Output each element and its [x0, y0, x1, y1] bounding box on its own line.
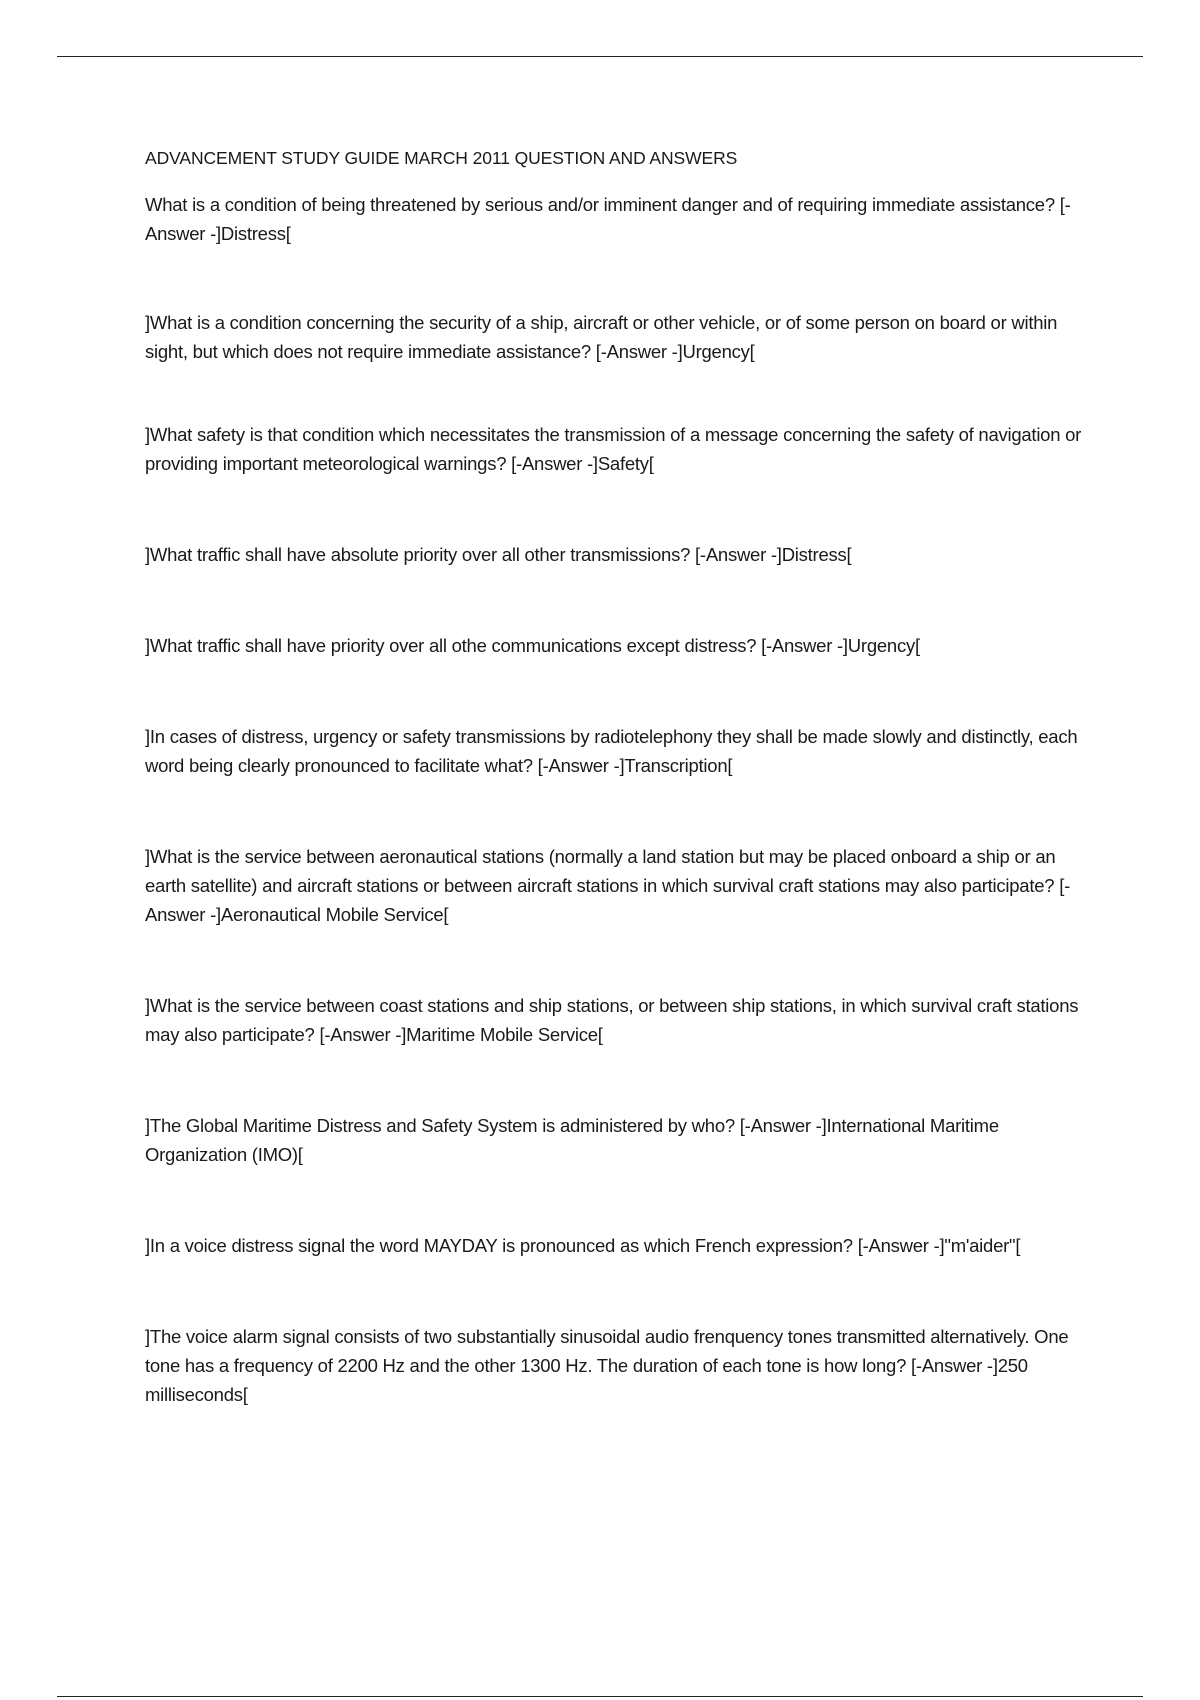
document-title: ADVANCEMENT STUDY GUIDE MARCH 2011 QUESTION AND ANSWERS [145, 148, 738, 168]
qa-item-4: ]What traffic shall have absolute priority over all other transmissions? [-Answer -]Distress[ [145, 544, 852, 565]
qa-item-8: ]What is the service between coast stations and ship stations, or between ship stations, in which survival craft stations may also participate? [-Answer -]Maritime Mobile Service[ [145, 995, 1079, 1045]
qa-item-10: ]In a voice distress signal the word MAYDAY is pronounced as which French expression? [-Answer -]"m'aider"[ [145, 1235, 1021, 1256]
qa-item-6: ]In cases of distress, urgency or safety transmissions by radiotelephony they shall be made slowly and distinctly, each word being clearly pronounced to facilitate what? [-Answer -]Transcription[ [145, 726, 1078, 776]
qa-item-11: ]The voice alarm signal consists of two substantially sinusoidal audio frenquency tones transmitted alternatively. One tone has a frequency of 2200 Hz and the other 1300 Hz. The duration of each tone is how long? [-Answer -]250 milliseconds[ [145, 1326, 1069, 1405]
qa-item-3: ]What safety is that condition which necessitates the transmission of a message concerning the safety of navigation or providing important meteorological warnings? [-Answer -]Safety[ [145, 424, 1082, 474]
qa-item-5: ]What traffic shall have priority over all othe communications except distress? [-Answer -]Urgency[ [145, 635, 920, 656]
qa-item-7: ]What is the service between aeronautical stations (normally a land station but may be placed onboard a ship or an earth satellite) and aircraft stations or between aircraft stations in which survival craft stations may also participate? [-Answer -]Aeronautical Mobile Service[ [145, 846, 1071, 925]
qa-item-2: ]What is a condition concerning the security of a ship, aircraft or other vehicle, or of some person on board or within sight, but which does not require immediate assistance? [-Answer -]Urgency[ [145, 312, 1058, 362]
document-body [145, 146, 1095, 1409]
top-horizontal-rule [57, 56, 1143, 57]
bottom-horizontal-rule [57, 1696, 1143, 1697]
qa-item-1: What is a condition of being threatened by serious and/or imminent danger and of requiring immediate assistance? [-Answer -]Distress[ [145, 194, 1071, 244]
qa-item-9: ]The Global Maritime Distress and Safety System is administered by who? [-Answer -]International Maritime Organization (IMO)[ [145, 1115, 999, 1165]
